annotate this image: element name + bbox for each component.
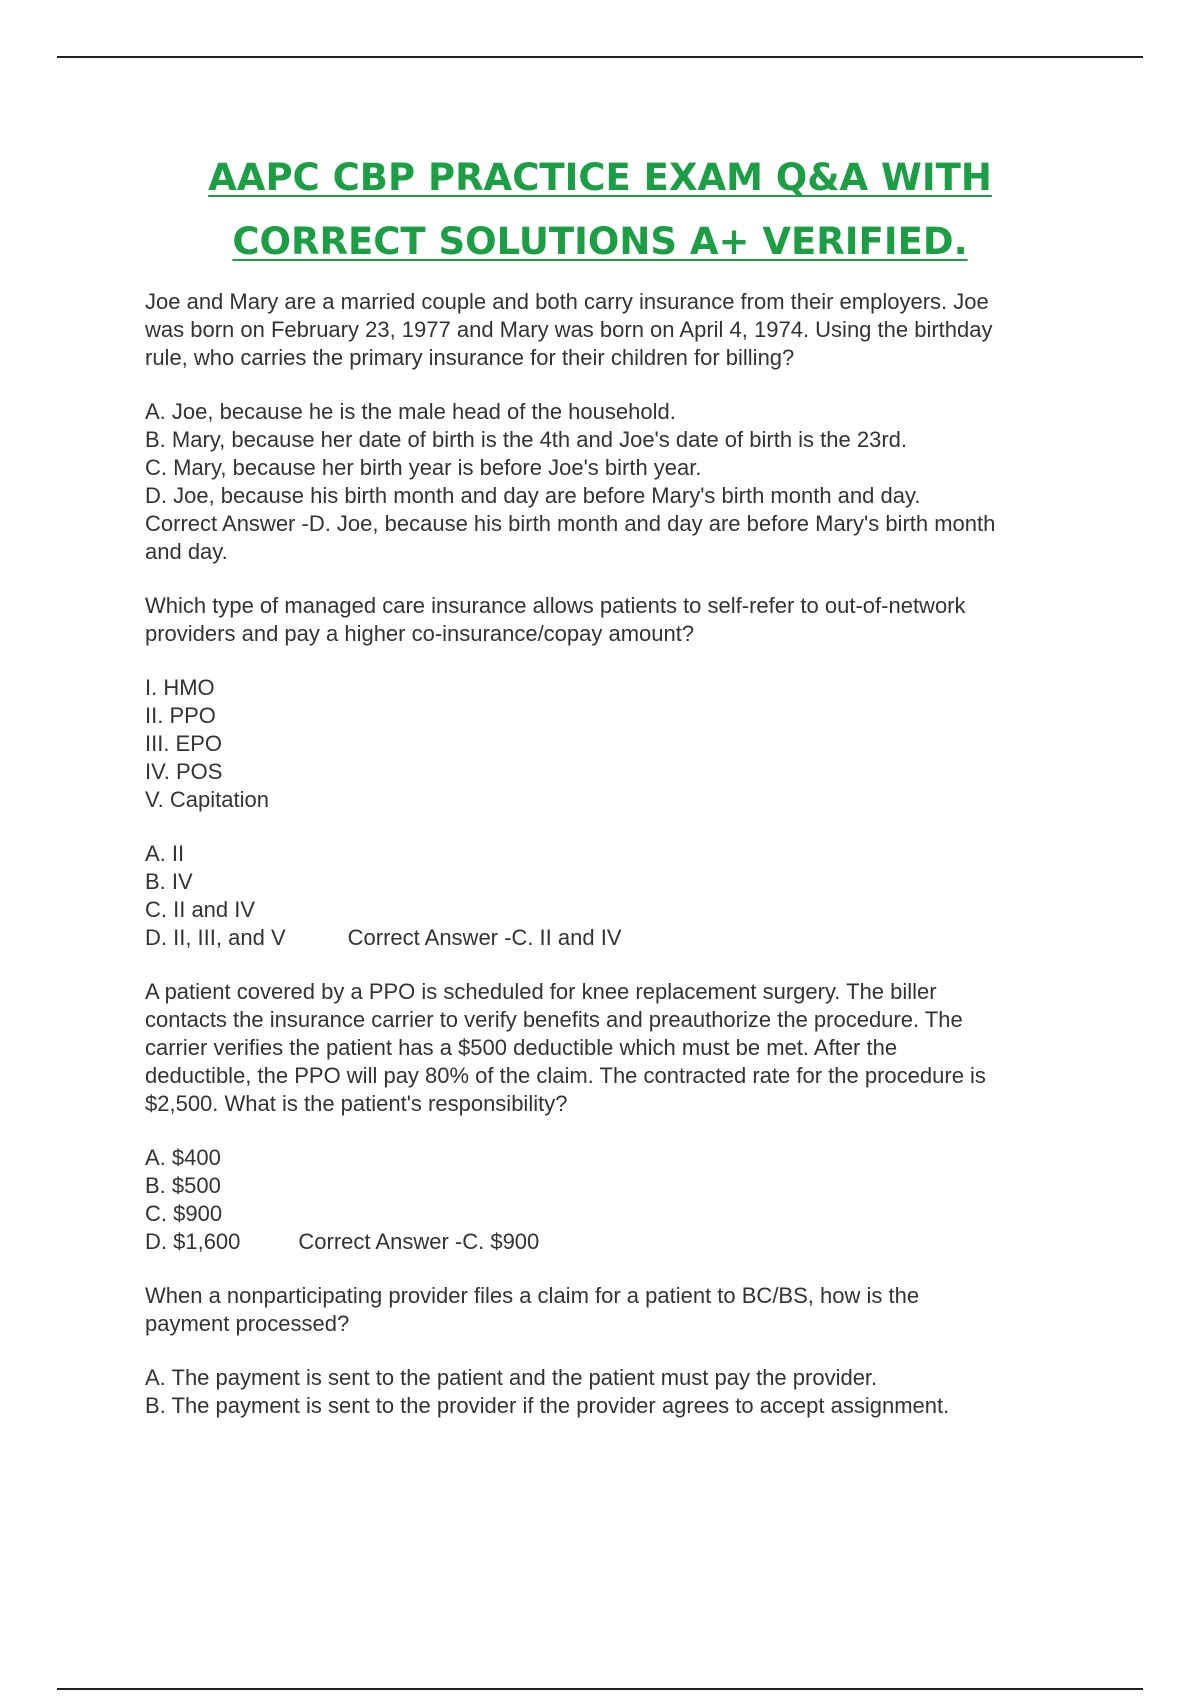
correct-answer: and day. bbox=[145, 539, 228, 564]
question-line: providers and pay a higher co-insurance/copay amount? bbox=[145, 621, 695, 646]
question-line: A patient covered by a PPO is scheduled for knee replacement surgery. The biller bbox=[145, 979, 937, 1004]
option-line bbox=[145, 1228, 1085, 1256]
question-line: $2,500. What is the patient's responsibility? bbox=[145, 1091, 568, 1116]
option-line: B. Mary, because her date of birth is the 4th and Joe's date of birth is the 23rd. bbox=[145, 427, 908, 452]
title-line-2: CORRECT SOLUTIONS A+ VERIFIED. bbox=[232, 220, 968, 263]
page-title bbox=[0, 146, 1200, 274]
bottom-rule bbox=[57, 1688, 1143, 1690]
question-line: carrier verifies the patient has a $500 deductible which must be met. After the bbox=[145, 1035, 898, 1060]
question-2-text bbox=[145, 592, 1085, 648]
question-line: Joe and Mary are a married couple and both carry insurance from their employers. Joe bbox=[145, 289, 989, 314]
list-item: V. Capitation bbox=[145, 787, 269, 812]
option-line bbox=[145, 924, 1085, 952]
option-text: D. II, III, and V bbox=[145, 925, 286, 950]
question-line: When a nonparticipating provider files a claim for a patient to BC/BS, how is the bbox=[145, 1283, 920, 1308]
option-line: C. $900 bbox=[145, 1201, 223, 1226]
option-line: B. The payment is sent to the provider if the provider agrees to accept assignment. bbox=[145, 1393, 950, 1418]
list-item: III. EPO bbox=[145, 731, 223, 756]
option-line: A. The payment is sent to the patient and the patient must pay the provider. bbox=[145, 1365, 878, 1390]
list-item: I. HMO bbox=[145, 675, 215, 700]
question-3-options bbox=[145, 1144, 1085, 1256]
correct-answer: Correct Answer -C. $900 bbox=[298, 1229, 540, 1254]
question-2-options bbox=[145, 840, 1085, 952]
question-4-options bbox=[145, 1364, 1085, 1420]
list-item: II. PPO bbox=[145, 703, 216, 728]
option-line: A. $400 bbox=[145, 1145, 221, 1170]
question-line: Which type of managed care insurance allows patients to self-refer to out-of-network bbox=[145, 593, 966, 618]
option-line: C. Mary, because her birth year is before Joe's birth year. bbox=[145, 455, 702, 480]
option-line: A. Joe, because he is the male head of the household. bbox=[145, 399, 676, 424]
list-item: IV. POS bbox=[145, 759, 223, 784]
option-line: A. II bbox=[145, 841, 185, 866]
title-line-1: AAPC CBP PRACTICE EXAM Q&A WITH bbox=[208, 156, 992, 199]
question-1-options bbox=[145, 398, 1085, 566]
question-line: deductible, the PPO will pay 80% of the claim. The contracted rate for the procedure is bbox=[145, 1063, 986, 1088]
question-4-text bbox=[145, 1282, 1085, 1338]
top-rule bbox=[57, 56, 1143, 58]
option-line: D. Joe, because his birth month and day are before Mary's birth month and day. bbox=[145, 483, 921, 508]
question-line: contacts the insurance carrier to verify benefits and preauthorize the procedure. The bbox=[145, 1007, 963, 1032]
question-1-text bbox=[145, 288, 1085, 372]
option-line: B. $500 bbox=[145, 1173, 221, 1198]
question-2-items bbox=[145, 674, 1085, 814]
option-line: B. IV bbox=[145, 869, 193, 894]
option-line: C. II and IV bbox=[145, 897, 256, 922]
correct-answer: Correct Answer -C. II and IV bbox=[347, 925, 622, 950]
correct-answer: Correct Answer -D. Joe, because his birth month and day are before Mary's birth month bbox=[145, 511, 996, 536]
option-text: D. $1,600 bbox=[145, 1229, 241, 1254]
question-line: was born on February 23, 1977 and Mary was born on April 4, 1974. Using the birthday bbox=[145, 317, 993, 342]
question-line: payment processed? bbox=[145, 1311, 350, 1336]
question-3-text bbox=[145, 978, 1085, 1118]
question-line: rule, who carries the primary insurance for their children for billing? bbox=[145, 345, 795, 370]
document-body bbox=[145, 288, 1085, 1446]
